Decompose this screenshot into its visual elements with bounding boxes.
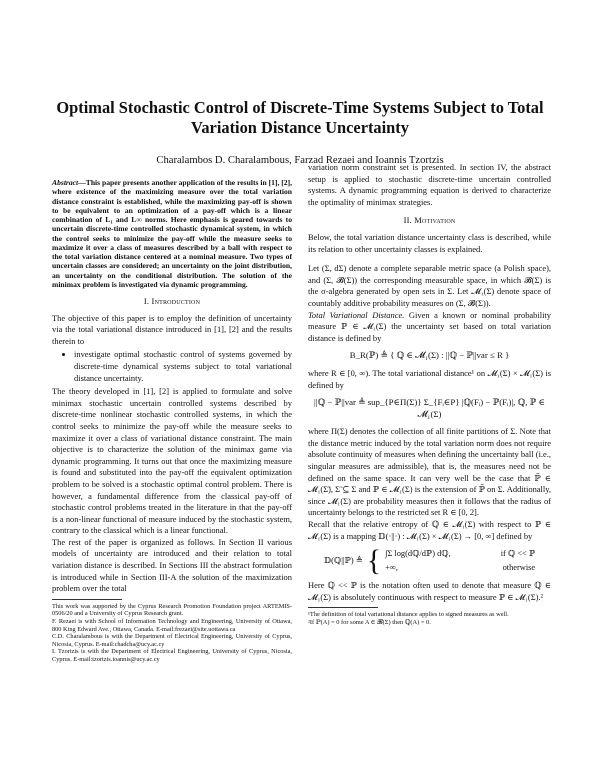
equation-tv-norm: ||ℚ − ℙ||var ≜ sup_{P∈Π(Σ)} Σ_{Fᵢ∈P} |ℚ(Fᵢ) − ℙ(Fᵢ)|, ℚ, ℙ ∈ 𝓜₁(Σ) — [314, 397, 545, 419]
case-2-value: +∞, — [385, 563, 398, 573]
abstract-label: Abstract — [52, 178, 79, 187]
equation-relative-entropy — [308, 546, 551, 576]
abstract-text: —This paper presents another application of the results in [1], [2], where existence of the maximizing measure over the total variation distance constraint is established, while the maximizing pay-off is shown to be equivalent to an optimization of a pay-off which is a linear combination of L₁ and L∞ norms. Here emphasis is geared towards to uncertain discrete-time controlled stochastic dynamical system, in which the control seeks to minimize the pay-off while the measure seeks to maximize it over a class of measures described by a ball with respect to the total variation distance centered at a nominal measure. Two types of uncertain classes are considered; an uncertainty on the joint distribution, an uncertainty on the conditional distribution. The solution of the minimax problem is investigated via dynamic programming. — [52, 178, 292, 289]
intro-bullet-list — [52, 349, 292, 384]
paper-authors: Charalambos D. Charalambous, Farzad Rezaei and Ioannis Tzortzis — [156, 155, 444, 166]
right-column — [308, 162, 551, 627]
motivation-paragraph-5: where Π(Σ) denotes the collection of all finite partitions of Σ. Note that the distance metric induced by the total variation norm does not require absolute continuity of measures when defining the uncertainty ball (i.e., singular measures are admissible), that is, the measures need not be defined on the same space. It can very well be the case that ℙ̃ ∈ 𝓜₁(Σ̃), Σ̃ ⊆ Σ and ℙ ∈ 𝓜₁(Σ) is the extension of ℙ̃ on Σ. Additionally, since 𝓜₁(Σ) are probability measures then it follows that the radius of uncertainty belongs to the restricted set R ∈ [0, 2]. — [308, 426, 551, 518]
case-row-2 — [385, 561, 535, 575]
footnote-funding: This work was supported by the Cyprus Research Promotion Foundation project ARTEMIS-0506/20 and a University of Cyprus Research grant. — [52, 602, 292, 618]
left-column — [52, 178, 292, 664]
right-paragraph-1: variation norm constraint set is presented. In section IV, the abstract setup is applied to stochastic discrete-time uncertain controlled systems. A dynamic programming equation is derived to characterize the optimality of minimax strategies. — [308, 162, 551, 207]
footnotes-right — [308, 611, 551, 627]
motivation-paragraph-1: Below, the total variation distance uncertainty class is described, while its relation to other uncertainty classes is explained. — [308, 231, 551, 254]
case-1-value: ∫Σ log(dℚ/dℙ) dℚ, — [385, 549, 451, 559]
footnotes-left — [52, 603, 292, 664]
footnote-author-tzortzis: I. Tzortzis is with the Department of Electrical Engineering, University of Cyprus, Nicosia, Cyprus. E-mail:tzortzis.ioannis@ucy.ac.cy — [52, 648, 292, 663]
intro-paragraph-3: The rest of the paper is organized as follows. In Section II various models of uncertainty are introduced and their relation to total variation distance is described. In Sections III the abstract formulation is introduced while in Section III-A the solution of the maximization problem over the total — [52, 536, 292, 594]
case-1-condition: if ℚ << ℙ — [500, 549, 536, 559]
relative-entropy-lhs: 𝔻(ℚ||ℙ) ≜ — [323, 556, 363, 566]
brace-symbol: { — [366, 544, 382, 578]
intro-paragraph-1: The objective of this paper is to employ the definition of uncertainty via the total variational distance introduced in [1], [2] and the results therein to — [52, 312, 292, 346]
case-2-condition: otherwise — [502, 563, 536, 573]
relative-entropy-cases — [385, 547, 535, 575]
footnote-divider — [52, 599, 122, 600]
case-row-1 — [385, 547, 535, 561]
motivation-paragraph-6: Recall that the relative entropy of ℚ ∈ 𝓜₁(Σ) with respect to ℙ ∈ 𝓜₁(Σ) is a mapping 𝔻(·||·) : 𝓜₁(Σ) × 𝓜₁(Σ) → [0, ∞] defined by — [308, 519, 551, 541]
intro-paragraph-2: The theory developed in [1], [2] is applied to formulate and solve minimax stochastic uncertain controlled systems described by discrete-time nonlinear stochastic controlled systems, in which the control seeks to minimize the pay-off while the measure seeks to maximize it over a class of variational distance constraint. The main objective is to characterize the solution of the minimax game via dynamic programming. It turns out that once the maximizing measure is found and substituted into the pay-off the equivalent optimization problem to be solved is a stochastic optimal control problem. There is however, a fundamental difference from the classical pay-off of stochastic control problems treated in the literature in that the pay-off is a non-linear functional of measure induced by the stochastic system, contrary to the classical which is a linear functional. — [52, 386, 292, 536]
motivation-paragraph-3 — [308, 310, 551, 345]
motivation-paragraph-2: Let (Σ, dΣ) denote a complete separable metric space (a Polish space), and (Σ, 𝓑(Σ)) the corresponding measurable space, in which 𝓑(Σ) is the σ-algebra generated by open sets in Σ. Let 𝓜₁(Σ) denote space of countably additive probability measures on (Σ, 𝓑(Σ)). — [308, 263, 551, 308]
footnote-2: ²If ℙ(A) = 0 for some A ∈ 𝓑(Σ) then ℚ(A) = 0. — [308, 619, 431, 627]
motivation-paragraph-7: Here ℚ << ℙ is the notation often used to denote that measure ℚ ∈ 𝓜₁(Σ) is absolutely continuous with respect to measure ℙ ∈ 𝓜₁(Σ).² — [308, 580, 551, 602]
tv-distance-label: Total Variational Distance. — [308, 309, 405, 320]
footnote-author-rezaei: F. Rezaei is with School of Information Technology and Engineering, University of Ottawa, 800 King Edward Ave., Ottawa, Canada. E-mail:frezaei@site.uottawa.ca — [52, 618, 292, 633]
abstract — [52, 178, 292, 289]
footnote-divider-right — [308, 607, 378, 608]
footnote-1: ¹The definition of total variational distance applies to signed measures as well. — [308, 611, 509, 619]
section-heading-introduction: I. Introduction — [143, 296, 201, 306]
paper-title: Optimal Stochastic Control of Discrete-Time Systems Subject to Total Variation Distance Uncertainty — [56, 98, 544, 137]
footnote-author-charalambous: C.D. Charalambous is with the Department of Electrical Engineering, University of Cyprus, Nicosia, Cyprus. E-mail:chadcha@ucy.ac.cy — [52, 633, 292, 648]
intro-bullet-item: • investigate optimal stochastic control of systems governed by discrete-time dynamical systems subject to total variational distance uncertainty. — [74, 349, 292, 384]
motivation-paragraph-4: where R ∈ [0, ∞). The total variational distance¹ on 𝓜₁(Σ) × 𝓜₁(Σ) is defined by — [308, 367, 551, 390]
tv-distance-text: Given a known or nominal probability measure ℙ ∈ 𝓜₁(Σ) the uncertainty set based on total variation distance is defined by — [308, 309, 551, 343]
equation-uncertainty-ball: B_R(ℙ) ≜ { ℚ ∈ 𝓜₁(Σ) : ||ℚ − ℙ||var ≤ R } — [349, 350, 510, 361]
section-heading-motivation: II. Motivation — [403, 215, 456, 226]
